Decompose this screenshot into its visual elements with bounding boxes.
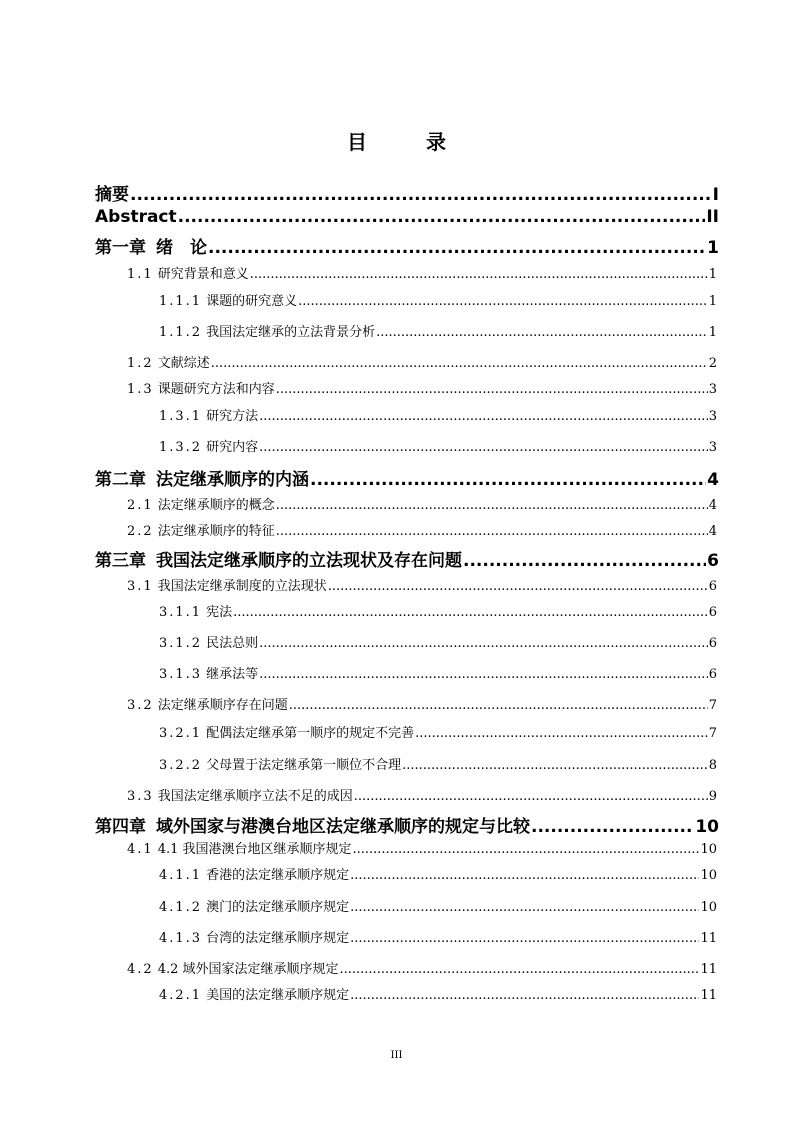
toc-entry-number: 1.2 — [127, 356, 154, 371]
toc-entry-page: 11 — [700, 988, 717, 1003]
toc-entry[interactable] — [127, 958, 717, 976]
toc-entry-number: 4.1.3 — [159, 931, 203, 946]
page-title: 目 录 — [347, 130, 472, 154]
toc-entry-page: 10 — [700, 842, 717, 857]
dot-leader — [350, 868, 699, 883]
dot-leader — [259, 667, 708, 682]
toc-entry-page: 10 — [695, 817, 719, 837]
toc-entry-page: 6 — [708, 636, 717, 651]
toc-entry-title: Abstract — [95, 207, 177, 227]
toc-entry-label — [159, 601, 232, 620]
toc-entry-title: 继承法等 — [206, 667, 259, 682]
toc-entry-label — [127, 958, 339, 977]
toc-entry-label — [159, 405, 258, 424]
toc-entry-number: 3.2.2 — [159, 758, 203, 773]
toc-entry[interactable] — [159, 754, 717, 772]
toc-entry[interactable] — [159, 321, 717, 339]
toc-entry-label — [95, 180, 129, 205]
toc-entry-page: 10 — [700, 868, 717, 883]
toc-entry-label — [127, 494, 275, 513]
toc-entry-title: 我国法定继承顺序立法不足的成因 — [157, 789, 353, 804]
toc-entry-number: 第二章 — [95, 470, 146, 490]
toc-entry-title: 摘要 — [95, 185, 129, 205]
toc-entry-number: 1.1.2 — [159, 325, 203, 340]
toc-entry-page: 4 — [708, 498, 717, 513]
toc-entry-title: 父母置于法定继承第一顺位不合理 — [206, 758, 402, 773]
toc-entry[interactable] — [95, 180, 719, 204]
toc-entry-number: 3.2 — [127, 698, 154, 713]
dot-leader — [250, 267, 708, 282]
toc-entry[interactable] — [159, 290, 717, 308]
toc-entry-title: 课题的研究意义 — [206, 294, 298, 309]
toc-entry[interactable] — [159, 436, 717, 454]
toc-entry-number: 第三章 — [95, 551, 146, 571]
dot-leader — [350, 900, 699, 915]
dot-leader — [354, 789, 708, 804]
toc-entry-page: 1 — [708, 325, 717, 340]
toc-entry[interactable] — [159, 896, 717, 914]
dot-leader — [208, 238, 706, 258]
dot-leader — [340, 962, 700, 977]
toc-entry-label — [159, 663, 258, 682]
toc-entry-label — [127, 785, 353, 804]
toc-entry-title: 域外国家与港澳台地区法定继承顺序的规定与比较 — [156, 817, 530, 837]
toc-entry-number: 1.3.1 — [159, 409, 203, 424]
toc-entry-label — [95, 207, 177, 227]
toc-entry-label — [159, 321, 375, 340]
toc-entry-title: 文献综述 — [157, 356, 210, 371]
toc-entry-title: 研究方法 — [206, 409, 259, 424]
dot-leader — [276, 498, 708, 513]
toc-entry-label — [127, 838, 352, 857]
toc-entry[interactable] — [127, 352, 717, 370]
dot-leader — [211, 356, 708, 371]
toc-entry[interactable] — [127, 694, 717, 712]
toc-entry-title: 宪法 — [206, 605, 233, 620]
toc-entry-title: 美国的法定继承顺序规定 — [206, 988, 350, 1003]
toc-entry[interactable] — [159, 601, 717, 619]
toc-entry-page: 6 — [708, 605, 717, 620]
toc-entry-title: 法定继承顺序的内涵 — [156, 470, 309, 490]
toc-entry-label — [95, 465, 309, 490]
toc-entry[interactable] — [127, 378, 717, 396]
toc-entry-number: 3.1.2 — [159, 636, 203, 651]
toc-entry-number: 4.2 — [127, 962, 154, 977]
toc-entry-title: 课题研究方法和内容 — [157, 382, 275, 397]
toc-entry[interactable] — [159, 405, 717, 423]
toc-entry-label — [159, 984, 349, 1003]
toc-entry[interactable] — [127, 785, 717, 803]
toc-entry-page: II — [706, 207, 719, 227]
dot-leader — [259, 636, 708, 651]
dot-leader — [328, 579, 708, 594]
toc-entry-number: 1.1 — [127, 267, 154, 282]
dot-leader — [289, 698, 708, 713]
dot-leader — [178, 207, 706, 227]
toc-entry-title: 澳门的法定继承顺序规定 — [206, 900, 350, 915]
toc-entry[interactable] — [159, 984, 717, 1002]
toc-entry-label — [95, 233, 207, 258]
toc-entry-label — [159, 632, 258, 651]
toc-entry-title: 配偶法定继承第一顺序的规定不完善 — [206, 726, 415, 741]
toc-entry-number: 第一章 — [95, 238, 146, 258]
toc-entry-title: 4.2 域外国家法定继承顺序规定 — [157, 962, 339, 977]
dot-leader — [259, 440, 708, 455]
toc-entry-title: 研究背景和意义 — [157, 267, 249, 282]
toc-entry[interactable] — [95, 207, 719, 231]
toc-entry-number: 4.1 — [127, 842, 154, 857]
dot-leader — [259, 409, 708, 424]
toc-entry-number: 第四章 — [95, 817, 146, 837]
toc-entry-page: 1 — [707, 238, 719, 258]
toc-entry-number: 2.2 — [127, 524, 154, 539]
dot-leader — [350, 988, 699, 1003]
toc-entry-label — [127, 263, 249, 282]
toc-entry-label — [159, 290, 297, 309]
toc-entry-label — [127, 575, 327, 594]
dot-leader — [310, 470, 706, 490]
toc-entry-number: 3.1.3 — [159, 667, 203, 682]
dot-leader — [276, 524, 708, 539]
toc-entry-number: 2.1 — [127, 498, 154, 513]
toc-entry-title: 我国法定继承顺序的立法现状及存在问题 — [156, 551, 462, 571]
toc-entry[interactable] — [95, 812, 719, 836]
toc-entry-label — [127, 378, 275, 397]
toc-entry-label — [159, 927, 349, 946]
dot-leader — [402, 758, 708, 773]
toc-entry-title: 民法总则 — [206, 636, 259, 651]
toc-entry-label — [127, 520, 275, 539]
toc-entry-label — [159, 896, 349, 915]
toc-entry[interactable] — [159, 663, 717, 681]
page-number: III — [390, 1050, 403, 1061]
toc-entry-page: 7 — [708, 726, 717, 741]
dot-leader — [376, 325, 708, 340]
toc-entry-number: 3.2.1 — [159, 726, 203, 741]
toc-entry-page: 3 — [708, 409, 717, 424]
dot-leader — [415, 726, 708, 741]
toc-entry-label — [95, 546, 462, 571]
toc-entry-page: 6 — [708, 579, 717, 594]
toc-entry-page: 6 — [707, 551, 719, 571]
toc-entry-number: 1.3.2 — [159, 440, 203, 455]
dot-leader — [463, 551, 706, 571]
dot-leader — [276, 382, 708, 397]
toc-entry-title: 研究内容 — [206, 440, 259, 455]
toc-entry-page: 1 — [708, 267, 717, 282]
toc-entry-label — [159, 864, 349, 883]
toc-entry-page: 4 — [707, 470, 719, 490]
toc-entry[interactable] — [159, 632, 717, 650]
toc-entry[interactable] — [159, 722, 717, 740]
toc-entry[interactable] — [95, 233, 719, 257]
toc-entry-number: 3.3 — [127, 789, 154, 804]
toc-entry-title: 绪 论 — [156, 238, 207, 258]
toc-entry-page: 11 — [700, 931, 717, 946]
toc-entry-page: 1 — [708, 294, 717, 309]
toc-entry-number: 4.1.1 — [159, 868, 203, 883]
toc-entry-page: 8 — [708, 758, 717, 773]
toc-entry-label — [159, 436, 258, 455]
toc-entry-number: 1.3 — [127, 382, 154, 397]
toc-entry-label — [159, 754, 401, 773]
dot-leader — [350, 931, 699, 946]
toc-entry-page: 11 — [700, 962, 717, 977]
toc-entry-title: 我国法定继承的立法背景分析 — [206, 325, 376, 340]
toc-entry[interactable] — [127, 494, 717, 512]
toc-entry-title: 4.1 我国港澳台地区继承顺序规定 — [157, 842, 352, 857]
toc-entry-page: 2 — [708, 356, 717, 371]
toc-entry-page: 9 — [708, 789, 717, 804]
toc-entry-page: 7 — [708, 698, 717, 713]
toc-entry[interactable] — [127, 263, 717, 281]
toc-entry-number: 1.1.1 — [159, 294, 203, 309]
toc-entry-title: 香港的法定继承顺序规定 — [206, 868, 350, 883]
toc-entry[interactable] — [95, 465, 719, 489]
toc-entry-page: 6 — [708, 667, 717, 682]
toc-entry-title: 台湾的法定继承顺序规定 — [206, 931, 350, 946]
toc-entry[interactable] — [127, 520, 717, 538]
toc-entry-page: 10 — [700, 900, 717, 915]
dot-leader — [531, 817, 694, 837]
toc-entry-page: 3 — [708, 382, 717, 397]
toc-entry[interactable] — [159, 927, 717, 945]
toc-entry-page: 4 — [708, 524, 717, 539]
dot-leader — [130, 185, 712, 205]
toc-entry-title: 法定继承顺序的概念 — [157, 498, 275, 513]
toc-entry-number: 4.1.2 — [159, 900, 203, 915]
toc-entry[interactable] — [127, 838, 717, 856]
toc-entry-title: 法定继承顺序存在问题 — [157, 698, 288, 713]
toc-entry-title: 法定继承顺序的特征 — [157, 524, 275, 539]
toc-entry-page: I — [712, 185, 719, 205]
toc-entry-number: 3.1 — [127, 579, 154, 594]
toc-entry[interactable] — [127, 575, 717, 593]
toc-entry-title: 我国法定继承制度的立法现状 — [157, 579, 327, 594]
dot-leader — [353, 842, 700, 857]
toc-entry-number: 4.2.1 — [159, 988, 203, 1003]
dot-leader — [233, 605, 708, 620]
dot-leader — [298, 294, 708, 309]
toc-entry-label — [127, 694, 288, 713]
toc-entry[interactable] — [159, 864, 717, 882]
toc-entry[interactable] — [95, 546, 719, 570]
toc-entry-label — [95, 812, 530, 837]
toc-entry-label — [159, 722, 414, 741]
toc-entry-page: 3 — [708, 440, 717, 455]
toc-entry-label — [127, 352, 210, 371]
toc-entry-number: 3.1.1 — [159, 605, 203, 620]
